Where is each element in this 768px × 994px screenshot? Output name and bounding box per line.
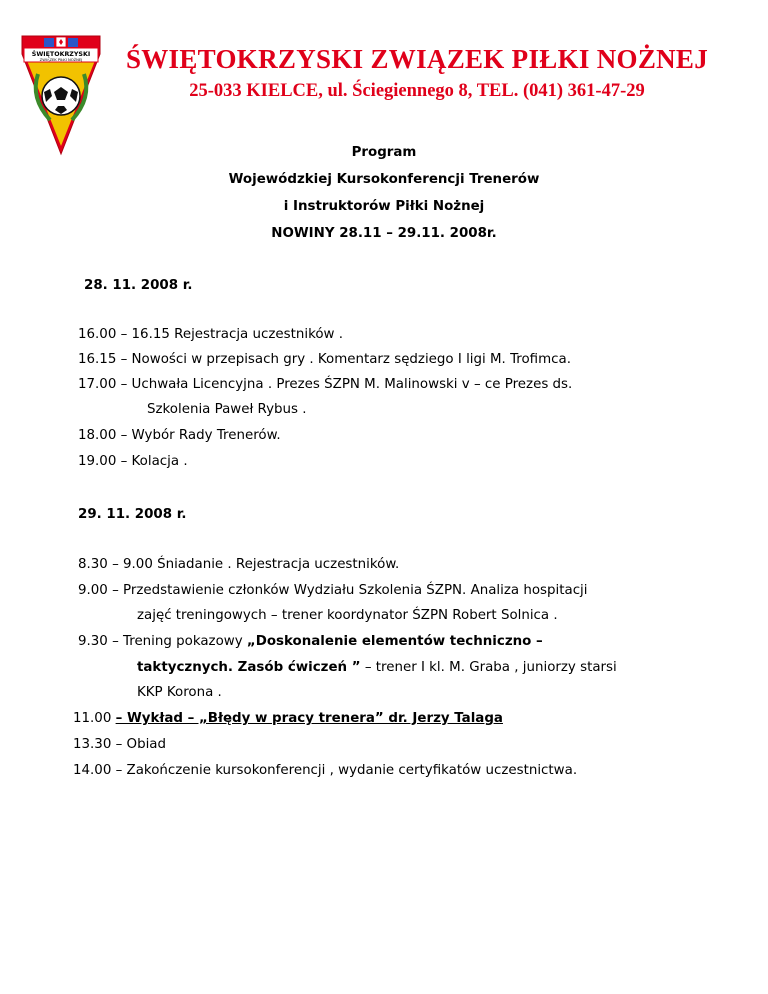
schedule-item-continued: zajęć treningowych – trener koordynator ŚZPN Robert Solnica . xyxy=(137,608,558,623)
association-name: ŚWIĘTOKRZYSKI ZWIĄZEK PIŁKI NOŻNEJ xyxy=(125,44,709,74)
program-subtitle-2: i Instruktorów Piłki Nożnej xyxy=(283,199,485,214)
lecture-time: 11.00 xyxy=(73,711,116,726)
training-trainer: – trener I kl. M. Graba , juniorzy starsi xyxy=(360,660,617,675)
schedule-item: 14.00 – Zakończenie kursokonferencji , wydanie certyfikatów uczestnictwa. xyxy=(73,763,578,778)
schedule-item-continued: KKP Korona . xyxy=(137,685,222,700)
schedule-item: 9.00 – Przedstawienie członków Wydziału Szkolenia ŚZPN. Analiza hospitacji xyxy=(78,583,588,598)
schedule-item: 8.30 – 9.00 Śniadanie . Rejestracja uczestników. xyxy=(78,557,400,572)
schedule-item: 19.00 – Kolacja . xyxy=(78,454,188,469)
football-icon xyxy=(42,77,80,115)
schedule-item: 17.00 – Uchwała Licencyjna . Prezes ŚZPN M. Malinowski v – ce Prezes ds. xyxy=(78,377,573,392)
training-title-cont: taktycznych. Zasób ćwiczeń ” xyxy=(137,660,361,675)
schedule-item-time-text: 9.30 – Trening pokazowy xyxy=(78,634,247,649)
training-title: „Doskonalenie elementów techniczno – xyxy=(246,634,543,649)
schedule-item: 16.15 – Nowości w przepisach gry . Komentarz sędziego I ligi M. Trofimca. xyxy=(78,352,571,367)
association-address: 25-033 KIELCE, ul. Ściegiennego 8, TEL. (041) 361-47-29 xyxy=(189,81,645,101)
program-subtitle-1: Wojewódzkiej Kursokonferencji Trenerów xyxy=(228,172,540,187)
lecture-title: – Wykład – „Błędy w pracy trenera” dr. Jerzy Talaga xyxy=(115,711,503,726)
schedule-item xyxy=(73,711,503,726)
logo-text-bottom: ZWIĄZEK PIŁKI NOŻNEJ xyxy=(39,58,83,62)
program-location-dates: NOWINY 28.11 – 29.11. 2008r. xyxy=(271,226,497,241)
schedule-item-continued xyxy=(137,660,617,675)
schedule-item: 13.30 – Obiad xyxy=(73,737,167,752)
day1-date: 28. 11. 2008 r. xyxy=(84,278,193,293)
day2-date: 29. 11. 2008 r. xyxy=(78,507,187,522)
schedule-item-continued: Szkolenia Paweł Rybus . xyxy=(147,402,307,417)
schedule-item: 18.00 – Wybór Rady Trenerów. xyxy=(78,428,281,443)
association-logo xyxy=(20,32,102,156)
logo-text-top: ŚWIĘTOKRZYSKI xyxy=(31,51,91,58)
schedule-item: 16.00 – 16.15 Rejestracja uczestników . xyxy=(78,327,344,342)
schedule-item xyxy=(78,634,543,649)
program-title: Program xyxy=(351,145,417,160)
